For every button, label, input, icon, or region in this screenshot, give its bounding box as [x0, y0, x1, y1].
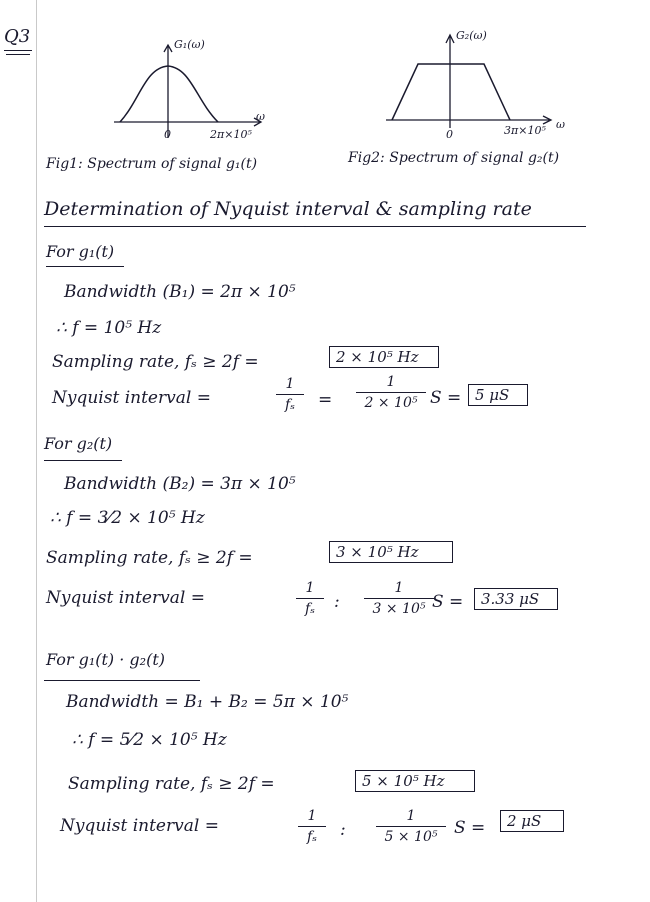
sec3-unit: S =: [454, 818, 486, 838]
sec2-f2-num: 1: [394, 580, 404, 596]
sec3-f2-den: 5 × 10⁵: [384, 829, 438, 845]
sec1-nyquist-label: Nyquist interval =: [52, 388, 211, 408]
sec3-f1-den: fₛ: [307, 829, 317, 845]
sec1-sampling-result: 2 × 10⁵ Hz: [329, 346, 439, 368]
sec2-eq: :: [334, 592, 340, 612]
sec2-frequency: ∴ f = 3⁄2 × 10⁵ Hz: [50, 508, 205, 528]
sec2-f1-den: fₛ: [305, 601, 315, 617]
sec3-sampling-label: Sampling rate, fₛ ≥ 2f =: [68, 774, 275, 794]
fig1-y-label: G₁(ω): [174, 38, 205, 51]
fig2-y-label: G₂(ω): [456, 29, 487, 42]
sec3-nyquist-result: 2 μS: [500, 810, 564, 832]
heading-underline: [44, 226, 586, 227]
sec2-unit: S =: [432, 592, 464, 612]
sec2-title: For g₂(t): [44, 434, 113, 453]
sec1-fraction-1: [276, 376, 304, 413]
sec3-title-underline: [44, 680, 200, 681]
sec1-bandwidth: Bandwidth (B₁) = 2π × 10⁵: [64, 282, 296, 302]
sec1-f1-bar: [276, 394, 304, 395]
sec1-f2-den: 2 × 10⁵: [364, 395, 418, 411]
sec3-f1-bar: [298, 826, 326, 827]
question-number-underline: [4, 50, 32, 51]
sec3-bandwidth: Bandwidth = B₁ + B₂ = 5π × 10⁵: [66, 692, 349, 712]
sec2-bandwidth: Bandwidth (B₂) = 3π × 10⁵: [64, 474, 296, 494]
sec2-sampling-result: 3 × 10⁵ Hz: [329, 541, 453, 563]
fig1-caption: Fig1: Spectrum of signal g₁(t): [46, 156, 258, 172]
sec1-f1-num: 1: [285, 376, 295, 392]
sec1-f2-bar: [356, 392, 426, 393]
sec1-f2-num: 1: [386, 374, 396, 390]
sec1-title: For g₁(t): [46, 242, 115, 261]
sec1-nyquist-result: 5 μS: [468, 384, 528, 406]
fig1-tick: 2π×10⁵: [210, 128, 252, 141]
sec3-title: For g₁(t) · g₂(t): [46, 650, 165, 669]
sec3-f2-num: 1: [406, 808, 416, 824]
sec3-eq: :: [340, 820, 346, 840]
sec1-unit: S =: [430, 388, 462, 408]
sec3-fraction-2: [376, 808, 446, 845]
fig2-x-label: ω: [556, 118, 565, 131]
sec2-sampling-label: Sampling rate, fₛ ≥ 2f =: [46, 548, 253, 568]
sec2-fraction-1: [296, 580, 324, 617]
sec2-f2-bar: [364, 598, 434, 599]
fig2-origin: 0: [446, 128, 453, 141]
fig2-caption: Fig2: Spectrum of signal g₂(t): [348, 150, 560, 166]
fig1-origin: 0: [164, 128, 171, 141]
sec2-f1-num: 1: [305, 580, 315, 596]
sec1-sampling-label: Sampling rate, fₛ ≥ 2f =: [52, 352, 259, 372]
sec1-eq: =: [318, 390, 333, 410]
sec1-fraction-2: [356, 374, 426, 411]
sec3-f2-bar: [376, 826, 446, 827]
sec2-nyquist-label: Nyquist interval =: [46, 588, 205, 608]
sec1-frequency: ∴ f = 10⁵ Hz: [56, 318, 162, 338]
sec2-nyquist-result: 3.33 μS: [474, 588, 558, 610]
sec3-frequency: ∴ f = 5⁄2 × 10⁵ Hz: [72, 730, 227, 750]
question-number: Q3: [4, 26, 31, 47]
sec2-title-underline: [44, 460, 122, 461]
sec1-title-underline: [46, 266, 124, 267]
sec3-nyquist-label: Nyquist interval =: [60, 816, 219, 836]
fig2-tick: 3π×10⁵: [504, 124, 546, 137]
fig1-plot: [100, 40, 290, 150]
sec3-fraction-1: [298, 808, 326, 845]
sec2-f2-den: 3 × 10⁵: [372, 601, 426, 617]
fig1-x-label: ω: [256, 110, 265, 123]
question-number-underline-2: [6, 54, 30, 55]
sec3-sampling-result: 5 × 10⁵ Hz: [355, 770, 475, 792]
page-margin-line: [36, 0, 37, 902]
sec2-f1-bar: [296, 598, 324, 599]
sec2-fraction-2: [364, 580, 434, 617]
sec1-f1-den: fₛ: [285, 397, 295, 413]
sec3-f1-num: 1: [307, 808, 317, 824]
section-heading: Determination of Nyquist interval & sampling rate: [44, 198, 532, 220]
